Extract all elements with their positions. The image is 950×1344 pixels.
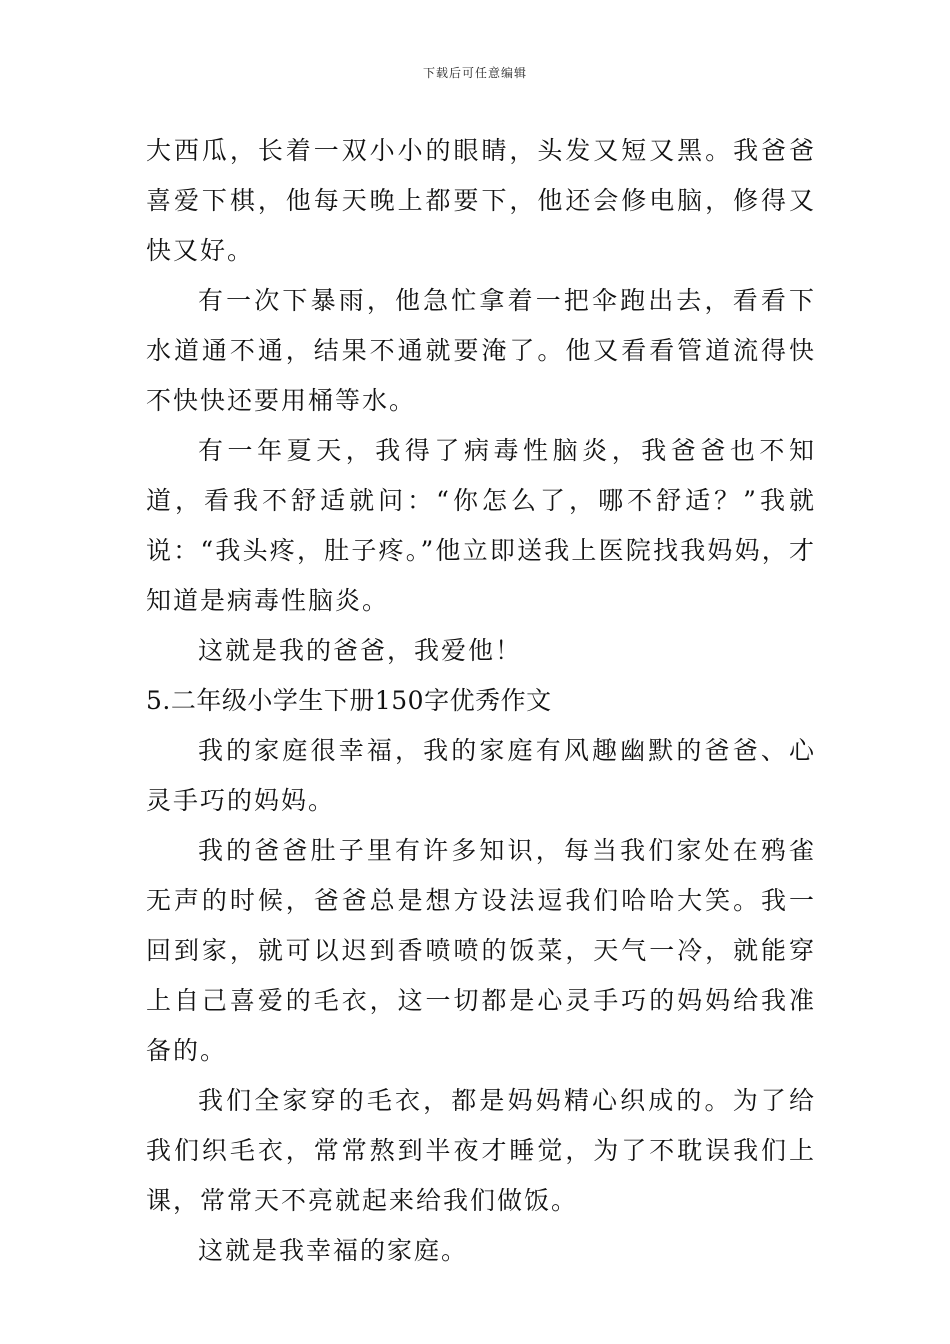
paragraph: 有一次下暴雨，他急忙拿着一把伞跑出去，看看下水道通不通，结果不通就要淹了。他又看看管道流得快不快快还要用桶等水。 [146,286,816,415]
paragraph: 这就是我幸福的家庭。 [198,1236,469,1265]
paragraph: 我的家庭很幸福，我的家庭有风趣幽默的爸爸、心灵手巧的妈妈。 [146,736,816,815]
document-body [146,126,816,1276]
paragraph: 这就是我的爸爸，我爱他！ [198,636,523,665]
paragraph: 有一年夏天，我得了病毒性脑炎，我爸爸也不知道，看我不舒适就问：“你怎么了，哪不舒适？”我就说：“我头疼，肚子疼。”他立即送我上医院找我妈妈，才知道是病毒性脑炎。 [146,436,816,615]
paragraph: 我们全家穿的毛衣，都是妈妈精心织成的。为了给我们织毛衣，常常熬到半夜才睡觉，为了不耽误我们上课，常常天不亮就起来给我们做饭。 [146,1086,816,1215]
paragraph-continued: 大西瓜，长着一双小小的眼睛，头发又短又黑。我爸爸喜爱下棋，他每天晚上都要下，他还会修电脑，修得又快又好。 [146,136,816,265]
section-heading: 5.二年级小学生下册150字优秀作文 [146,686,552,715]
paragraph: 我的爸爸肚子里有许多知识，每当我们家处在鸦雀无声的时候，爸爸总是想方设法逗我们哈哈大笑。我一回到家，就可以迟到香喷喷的饭菜，天气一冷，就能穿上自己喜爱的毛衣，这一切都是心灵手巧的妈妈给我准备的。 [146,836,816,1065]
page-header: 下载后可任意编辑 [422,66,527,80]
